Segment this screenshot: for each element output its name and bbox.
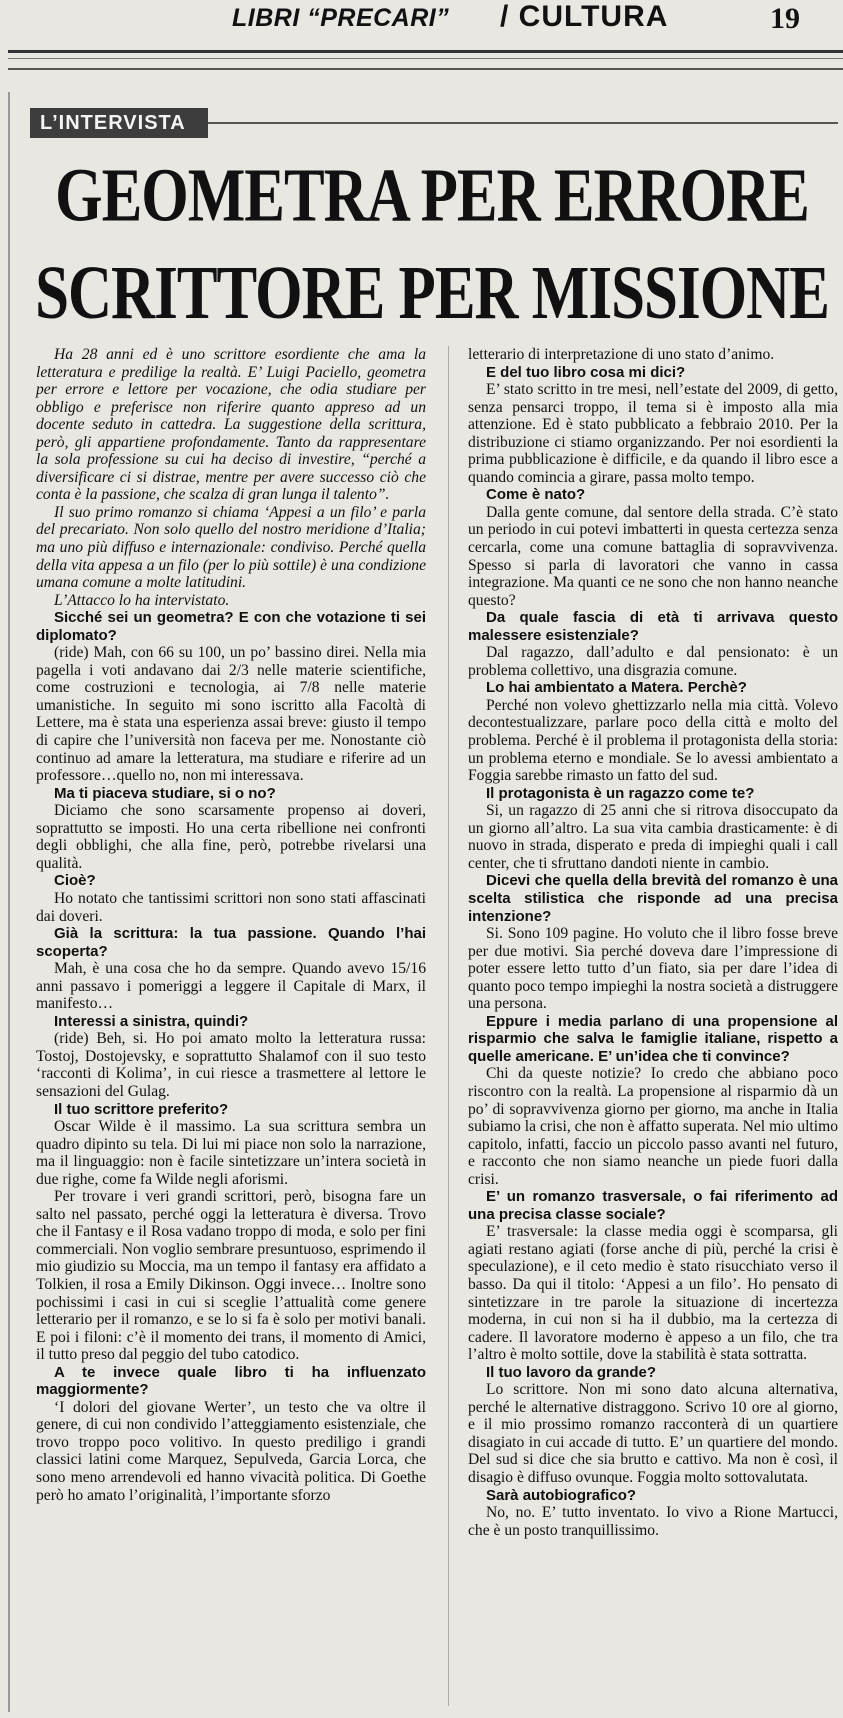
question: A te invece quale libro ti ha influenzato maggiormente? — [36, 1363, 426, 1399]
article-column-left — [36, 346, 426, 1504]
answer: Dal ragazzo, dall’adulto e dal pensionato: è un problema collettivo, una disgrazia comune. — [468, 644, 838, 679]
answer: Si, un ragazzo di 25 anni che si ritrova disoccupato da un giorno all’altro. La sua vita cambia drasticamente: è di nuovo in strada, disperato e preda di impieghi quali i call center, che ti sfruttano dandoti niente in cambio. — [468, 802, 838, 872]
question: Cioè? — [54, 872, 96, 890]
answer: Perché non volevo ghettizzarlo nella mia città. Volevo decontestualizzare, parlare poco della città e molto del problema. Perché è il problema il protagonista della storia: un problema eterno e mondiale. Se lo avessi ambientato a Foggia sarebbe rimasto un fatto del sud. — [468, 696, 838, 785]
question: Da quale fascia di età ti arrivava questo malessere esistenziale? — [468, 609, 838, 644]
left-border-rule — [8, 92, 10, 1712]
answer-continued: letterario di interpretazione di uno stato d’animo. — [468, 346, 775, 363]
answer: E’ trasversale: la classe media oggi è scomparsa, gli agiati restano agiati (forse anche di più, perché la crisi è speculazione), e il ceto medio è stato risucchiato verso il basso. Da qui il titolo: ‘Appesi a un filo’. Ho pensato di sintetizzare in tre parole la situazione di incertezza moderna, in cui non si ha il dubbio, ma la certezza di cadere. Il lavoratore moderno è appeso a un filo, che tra l’altro è molto sottile, dove la stabilità è stata sottratta. — [468, 1223, 838, 1364]
answer: Per trovare i veri grandi scrittori, però, bisogna fare un salto nel passato, perché oggi la letteratura è diversa. Trovo che il Fantasy e il Rosa vadano troppo di moda, e solo per fini commerciali. Non voglio sembrare presuntuoso, esprimendo il mio giudizio su Moccia, ma un tempo il fantasy era affidato a Tolkien, il rosa a Emily Dikinson. Oggi invece… Inoltre sono pochissimi i casi in cui si sceglie l’attualità come genere letterario per il romanzo, e se lo si fa è solo per motivi banali. E poi i filoni: c’è il momento dei trans, il momento di Amici, il tutto preso dal peggio del tubo catodico. — [36, 1188, 426, 1364]
answer: ‘I dolori del giovane Werter’, un testo che va oltre il genere, di cui non condivido l’atteggiamento esistenziale, che trovo troppo poco volitivo. In questo prediligo i grandi classici latini come Marquez, Sepulveda, Garcia Lorca, che sono meno arrendevoli ed hanno vivacità politica. Di Goethe però ho amato l’originalità, l’importante sforzo — [36, 1398, 426, 1504]
answer: Lo scrittore. Non mi sono dato alcuna alternativa, perché le alternative distraggono. Scrivo 10 ore al giorno, e il mio prossimo romanzo racconterà di un quartiere disagiato in cui accade di tutto. E’ un quartiere del mondo. Del sud si dice che sia brutto e cattivo. Ma non è così, il disagio è diffuso ovunque. Foggia molto sottovalutata. — [468, 1381, 838, 1486]
question: Sicché sei un geometra? E con che votazione ti sei diplomato? — [36, 609, 426, 644]
article-column-right — [468, 346, 838, 1539]
answer: Ho notato che tantissimi scrittori non sono stati affascinati dai doveri. — [36, 889, 426, 925]
answer: (ride) Mah, con 66 su 100, un po’ bassino direi. Nella mia pagella i voti andavano dai 2/3 nelle materie scientifiche, come costruzioni e tecnologia, ai 7/8 nelle materie umanistiche. In seguito mi sono iscritto alla Facoltà di Lettere, ma è stata una esperienza assai breve: giusto il tempo di capire che l’università non faceva per me. Nonostante ciò continuo ad amare la letteratura, ma studiare e riferire ad un professore…quello no, non mi interessava. — [36, 644, 426, 785]
headline-line-1: GEOMETRA PER ERRORE — [55, 154, 809, 238]
answer: Si. Sono 109 pagine. Ho voluto che il libro fosse breve per due motivi. Sia perché doveva dare l’impressione di poter essere letto tutto d’un fiato, sia per dare l’idea di quanto poco tempo impieghi la nostra società a distruggere una persona. — [468, 925, 838, 1013]
header-rule-thin — [8, 58, 843, 59]
answer: E’ stato scritto in tre mesi, nell’estate del 2009, di getto, senza pensarci troppo, il tema si è imposto alla mia attenzione. Ed è stato pubblicato a febbraio 2010. Per la distribuzione ci stiamo organizzando. Per noi esordienti la prima pubblicazione è difficile, e da quando il libro esce a quando comincia a girare, passa molto tempo. — [468, 381, 838, 486]
intro-paragraph: Il suo primo romanzo si chiama ‘Appesi a un filo’ e parla del precariato. Non solo quello del nostro meridione d’Italia; ma uno più diffuso e internazionale: condiviso. Perché quella della vita appesa a un filo (per lo più sottile) è una condizione umana comune a molte latitudini. — [36, 503, 426, 592]
question: E del tuo libro cosa mi dici? — [486, 363, 686, 381]
kicker-label: L’INTERVISTA — [30, 108, 208, 138]
question: Il tuo scrittore preferito? — [54, 1100, 229, 1118]
section-culture: / CULTURA — [500, 0, 669, 33]
question: E’ un romanzo trasversale, o fai riferimento ad una precisa classe sociale? — [468, 1188, 838, 1223]
kicker-rule — [208, 122, 838, 124]
question: Interessi a sinistra, quindi? — [54, 1012, 249, 1030]
answer: No, no. E’ tutto inventato. Io vivo a Rione Martucci, che è un posto tranquillissimo. — [468, 1504, 838, 1539]
intro-paragraph: Ha 28 anni ed è uno scrittore esordiente che ama la letteratura e predilige la realtà. E’ Luigi Paciello, geometra per errore e lettore per vocazione, che odia studiare per obbligo e preferisce non riferire quanto appreso ad un docente seduto in cattedra. La suggestione della scrittura, però, gli appartiene profondamente. Tanto da rappresentare la sola professione su cui ha deciso di investire, “perché a diversificare ci si distrae, mentre per avere successo ciò che conta è la passione, che scalza di gran lunga il talento”. — [36, 346, 426, 504]
question: Ma ti piaceva studiare, si o no? — [54, 784, 276, 802]
headline-line-2: SCRITTORE PER MISSIONE — [35, 251, 829, 336]
header-rule — [8, 50, 843, 53]
question: Eppure i media parlano di una propensione al risparmio che salva le famiglie italiane, rispetto a quelle americane. E’ un’idea che ti convince? — [468, 1012, 838, 1065]
question: Il tuo lavoro da grande? — [486, 1363, 657, 1381]
answer: Oscar Wilde è il massimo. La sua scrittura sembra un quadro dipinto su tela. Di lui mi piace non solo la narrazione, ma il linguaggio: non è facile sintetizzare un’intera società in due righe, come fa Wilde negli aforismi. — [36, 1118, 426, 1188]
answer: Diciamo che sono scarsamente propenso ai doveri, soprattutto se imposti. Ho una certa ribellione nei confronti degli obblighi, che alla fine, però, potrebbe rivelarsi una qualità. — [36, 802, 426, 872]
question: Il protagonista è un ragazzo come te? — [486, 784, 755, 802]
headline — [26, 148, 838, 343]
running-header — [0, 0, 843, 48]
column-divider — [448, 346, 449, 1706]
question: Già la scrittura: la tua passione. Quando l’hai scoperta? — [36, 925, 426, 960]
intro-paragraph: L’Attacco lo ha intervistato. — [54, 591, 230, 609]
answer: Mah, è una cosa che ho da sempre. Quando avevo 15/16 anni passavo i pomeriggi a leggere il Capitale di Marx, il manifesto… — [36, 960, 426, 1013]
answer: Chi da queste notizie? Io credo che abbiano poco riscontro con la realtà. La propensione al risparmio dà un po’ di sopravvivenza giorno per giorno, ma anche in Italia subiamo la crisi, che non è affatto superata. Nel mio ultimo capitolo, infatti, faccio un piccolo passo avanti nel futuro, e racconto che non siamo neanche un piede fuori dalla crisi. — [468, 1065, 838, 1188]
answer: (ride) Beh, si. Ho poi amato molto la letteratura russa: Tostoj, Dostojevsky, e soprattutto Shalamof con il suo testo ‘racconti di Kolima’, in cui riesce a trasmettere al lettore le sensazioni del Gulag. — [36, 1030, 426, 1100]
question: Lo hai ambientato a Matera. Perchè? — [486, 679, 747, 697]
answer: Dalla gente comune, dal sentore della strada. C’è stato un periodo in cui potevi imbatterti in questa certezza senza cercarla, come una comune battaglia di sopravvivenza. Spesso si parla di lavoratori che vanno in cassa integrazione. Ma quanti ce ne sono che non hanno neanche questo? — [468, 503, 838, 609]
question: Dicevi che quella della brevità del romanzo è una scelta stilistica che risponde ad una precisa intenzione? — [468, 872, 838, 925]
question: Come è nato? — [486, 486, 586, 504]
question: Sarà autobiografico? — [486, 1486, 637, 1504]
page-number: 19 — [770, 2, 800, 35]
header-rule-bottom — [8, 68, 843, 70]
section-label: LIBRI “PRECARI” — [232, 4, 450, 32]
